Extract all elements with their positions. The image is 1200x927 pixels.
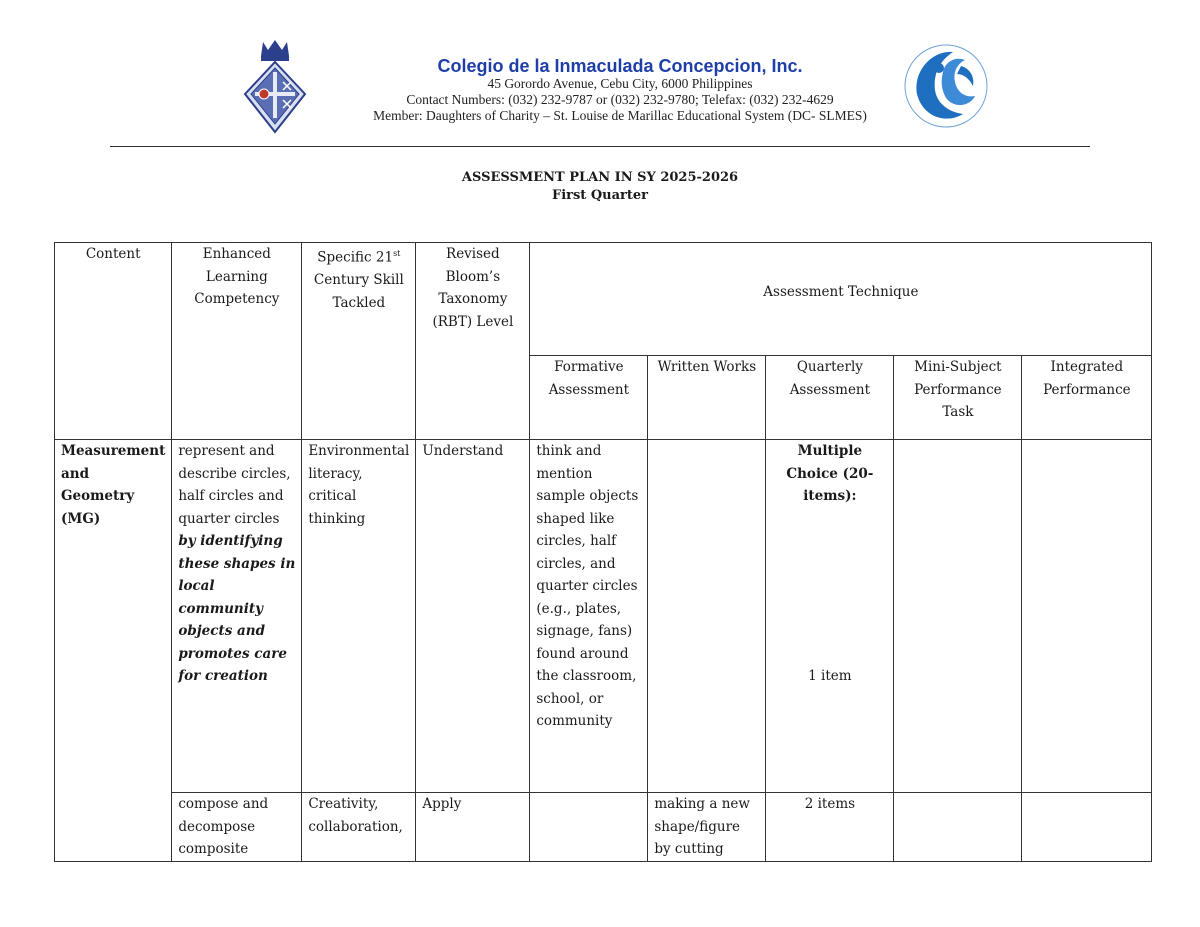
document-title-block (0, 169, 1200, 205)
quarterly-items: 1 item (808, 667, 852, 684)
header-mini: Mini-Subject Performance Task (894, 356, 1022, 440)
school-name: Colegio de la Inmaculada Concepcion, Inc. (437, 56, 803, 76)
school-address: 45 Gorordo Avenue, Cebu City, 6000 Philippines (487, 76, 753, 91)
cell-integrated (1022, 440, 1152, 793)
header-skill (302, 243, 416, 440)
cell-quarterly (766, 440, 894, 793)
school-membership: Member: Daughters of Charity – St. Louise de Marillac Educational System (DC- SLMES) (373, 108, 867, 123)
document-subtitle: First Quarter (551, 188, 649, 203)
header-row-1 (55, 243, 1152, 356)
competency-emphasis: by identifying these shapes in local community objects and promotes care for creation (178, 533, 296, 684)
header-skill-suffix: Century Skill Tackled (313, 272, 404, 311)
school-contacts: Contact Numbers: (032) 232-9787 or (032) 232-9780; Telefax: (032) 232-4629 (406, 92, 834, 107)
cell-content: Measurement and Geometry (MG) (55, 440, 172, 862)
header-skill-sup: st (393, 249, 401, 258)
header-formative: Formative Assessment (530, 356, 648, 440)
header-written: Written Works (648, 356, 766, 440)
header-content: Content (55, 243, 172, 440)
cell-integrated (1022, 793, 1152, 862)
quarterly-heading: Multiple Choice (20-items): (786, 443, 874, 504)
cell-competency (172, 440, 302, 793)
cell-formative: think and mention sample objects shaped like circles, half circles, and quarter circles (e.g., plates, signage, fans) found around the classroom, school, or community (530, 440, 648, 793)
cell-mini (894, 440, 1022, 793)
header-divider (110, 146, 1090, 147)
header-competency: Enhanced Learning Competency (172, 243, 302, 440)
cell-skill: Environmental literacy, critical thinking (302, 440, 416, 793)
table-row (55, 793, 1152, 862)
school-info (360, 56, 880, 124)
cell-competency: compose and decompose composite (172, 793, 302, 862)
school-seal-icon (243, 36, 307, 134)
cell-mini (894, 793, 1022, 862)
cell-rbt: Understand (416, 440, 530, 793)
cell-written (648, 440, 766, 793)
header-rbt: Revised Bloom’s Taxonomy (RBT) Level (416, 243, 530, 440)
table-row (55, 440, 1152, 793)
cell-quarterly: 2 items (766, 793, 894, 862)
header-skill-prefix: Specific 21 (317, 249, 394, 266)
cell-skill: Creativity, collaboration, (302, 793, 416, 862)
assessment-plan-table (54, 242, 1152, 862)
header-quarterly: Quarterly Assessment (766, 356, 894, 440)
cell-written: making a new shape/figure by cutting (648, 793, 766, 862)
header-integrated: Integrated Performance (1022, 356, 1152, 440)
daughters-of-charity-logo-icon (903, 42, 989, 130)
competency-plain: represent and describe circles, half circles and quarter circles (178, 443, 291, 527)
cell-formative (530, 793, 648, 862)
letterhead (0, 0, 1200, 150)
header-assessment-technique: Assessment Technique (530, 243, 1152, 356)
document-title: ASSESSMENT PLAN IN SY 2025-2026 (461, 170, 739, 185)
cell-rbt: Apply (416, 793, 530, 862)
